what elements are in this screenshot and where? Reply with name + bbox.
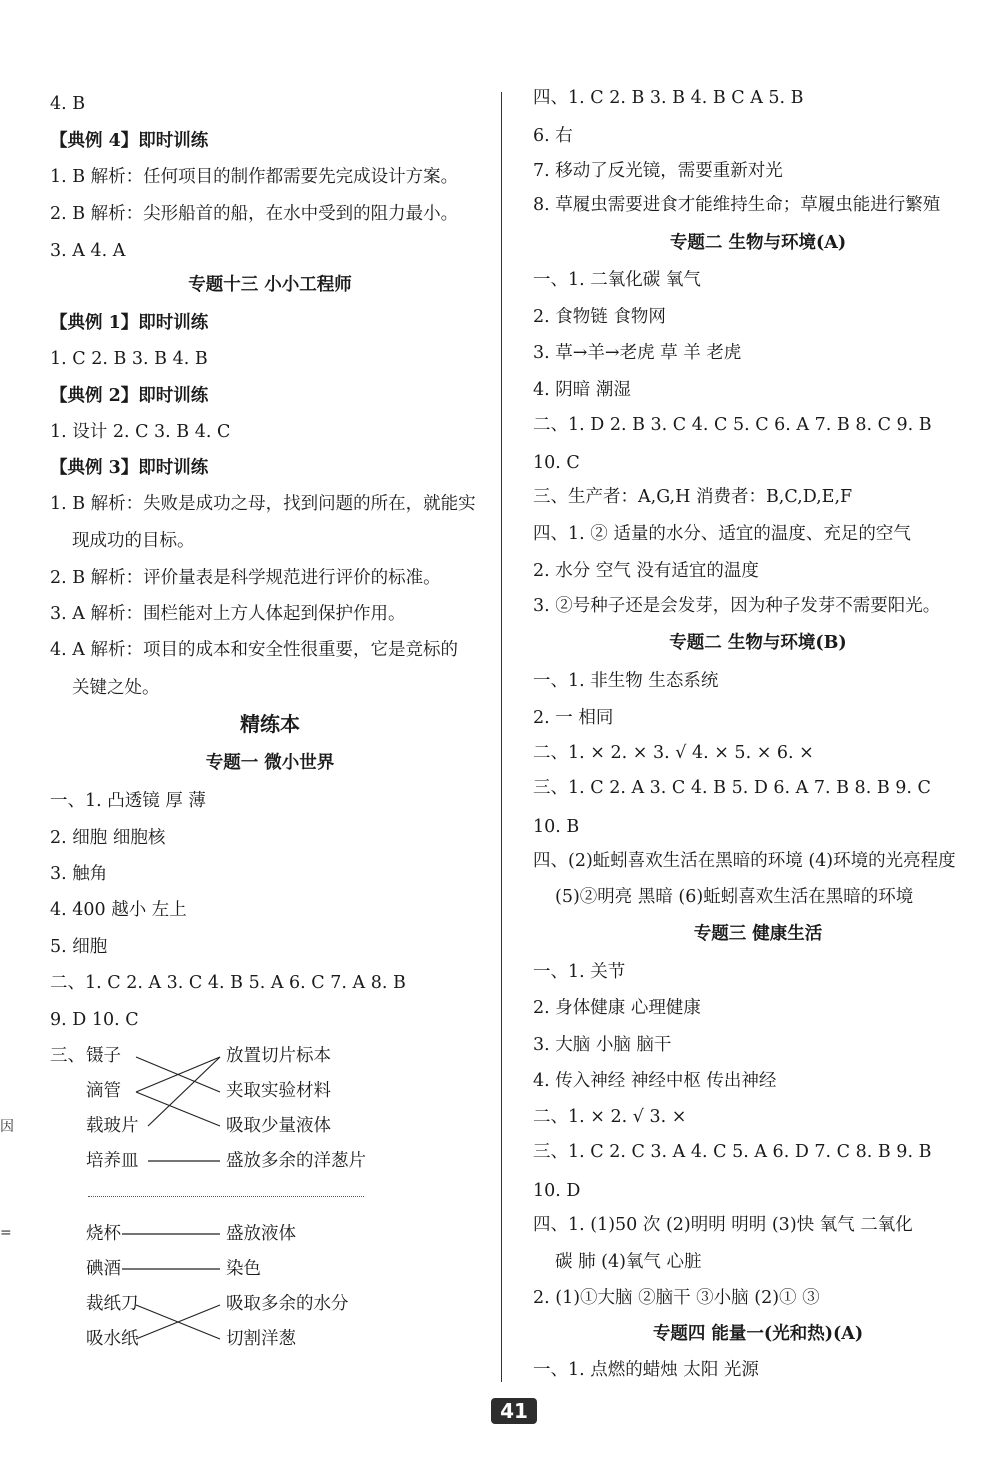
answer-line: 一、1. 二氧化碳 氧气	[533, 270, 701, 290]
answer-line: 关键之处。	[72, 678, 160, 698]
match-right-item: 盛放液体	[226, 1224, 296, 1244]
answer-line: 4. 传入神经 神经中枢 传出神经	[533, 1071, 777, 1091]
answer-line: 三、1. C 2. C 3. A 4. C 5. A 6. D 7. C 8. B 9. B	[533, 1142, 932, 1162]
section-heading: 专题二 生物与环境(A)	[669, 233, 847, 253]
answer-line: 4. B	[50, 94, 86, 114]
edge-glyph: 因	[0, 1119, 14, 1135]
match-right-item: 吸取多余的水分	[226, 1294, 349, 1314]
answer-line: 二、1. D 2. B 3. C 4. C 5. C 6. A 7. B 8. C 9. B	[533, 415, 932, 435]
match-left-item: 滴管	[86, 1081, 121, 1101]
answer-line: 四、(2)蚯蚓喜欢生活在黑暗的环境 (4)环境的光亮程度	[533, 851, 956, 871]
answer-line: 2. (1)①大脑 ②脑干 ③小脑 (2)① ③	[533, 1288, 820, 1308]
dotted-separator	[88, 1196, 364, 1197]
answer-line: 2. 一 相同	[533, 708, 614, 728]
section-heading: 专题三 健康生活	[693, 924, 823, 944]
answer-line: 四、1. ② 适量的水分、适宜的温度、充足的空气	[533, 524, 911, 544]
answer-line: 一、1. 非生物 生态系统	[533, 671, 719, 691]
answer-line: 三、1. C 2. A 3. C 4. B 5. D 6. A 7. B 8. B 9. C	[533, 778, 931, 798]
answer-line: 四、1. C 2. B 3. B 4. B C A 5. B	[533, 88, 804, 108]
section-heading: 专题二 生物与环境(B)	[669, 633, 847, 653]
matching-exercise-2	[86, 1222, 466, 1362]
answer-line: 【典例 4】即时训练	[50, 131, 209, 151]
answer-line: 6. 右	[533, 126, 573, 146]
answer-line: (5)②明亮 黑暗 (6)蚯蚓喜欢生活在黑暗的环境	[555, 887, 914, 907]
match-right-item: 切割洋葱	[226, 1329, 296, 1349]
section-heading-1: 专题一 微小世界	[205, 753, 335, 773]
match-right-item: 夹取实验材料	[226, 1081, 331, 1101]
answer-line: 3. A 4. A	[50, 241, 126, 261]
answer-line: 二、1. × 2. × 3. √ 4. × 5. × 6. ×	[533, 743, 814, 763]
answer-line: 现成功的目标。	[72, 531, 195, 551]
answer-line: 9. D 10. C	[50, 1010, 139, 1030]
match-left-item: 载玻片	[86, 1116, 139, 1136]
match-left-item: 培养皿	[86, 1151, 139, 1171]
match-prefix: 三、	[50, 1046, 85, 1066]
section-heading-13: 专题十三 小小工程师	[188, 275, 352, 295]
match-right-item: 吸取少量液体	[226, 1116, 331, 1136]
match-left-item: 裁纸刀	[86, 1294, 139, 1314]
match-right-item: 染色	[226, 1259, 261, 1279]
edge-glyph: =	[0, 1225, 12, 1241]
answer-line: 10. D	[533, 1181, 581, 1201]
answer-line: 【典例 1】即时训练	[50, 313, 209, 333]
column-divider	[501, 92, 502, 1382]
answer-line: 四、1. (1)50 次 (2)明明 明明 (3)快 氧气 二氧化	[533, 1215, 913, 1235]
answer-line: 4. 阴暗 潮湿	[533, 380, 631, 400]
answer-line: 3. 草→羊→老虎 草 羊 老虎	[533, 343, 742, 363]
answer-line: 4. 400 越小 左上	[50, 900, 187, 920]
matching-exercise-1	[86, 1044, 466, 1184]
match-right-item: 盛放多余的洋葱片	[226, 1151, 366, 1171]
answer-line: 2. 食物链 食物网	[533, 307, 666, 327]
answer-line: 2. 水分 空气 没有适宜的温度	[533, 561, 759, 581]
answer-line: 2. 细胞 细胞核	[50, 828, 166, 848]
answer-line: 5. 细胞	[50, 937, 108, 957]
answer-line: 2. B 解析：评价量表是科学规范进行评价的标准。	[50, 568, 441, 588]
answer-line: 2. B 解析：尖形船首的船，在水中受到的阻力最小。	[50, 204, 459, 224]
answer-line: 碳 肺 (4)氧气 心脏	[555, 1252, 702, 1272]
answer-line: 一、1. 凸透镜 厚 薄	[50, 791, 206, 811]
answer-line: 二、1. C 2. A 3. C 4. B 5. A 6. C 7. A 8. B	[50, 973, 406, 993]
answer-line: 8. 草履虫需要进食才能维持生命；草履虫能进行繁殖	[533, 195, 941, 215]
answer-line: 【典例 3】即时训练	[50, 458, 209, 478]
answer-line: 3. 触角	[50, 864, 108, 884]
match-left-item: 碘酒	[86, 1259, 121, 1279]
answer-line: 1. B 解析：任何项目的制作都需要先完成设计方案。	[50, 167, 459, 187]
match-left-item: 吸水纸	[86, 1329, 139, 1349]
match-left-item: 烧杯	[86, 1224, 121, 1244]
answer-line: 4. A 解析：项目的成本和安全性很重要，它是竞标的	[50, 640, 458, 660]
match-left-item: 镊子	[86, 1046, 121, 1066]
answer-line: 1. B 解析：失败是成功之母，找到问题的所在，就能实	[50, 494, 476, 514]
answer-line: 3. ②号种子还是会发芽，因为种子发芽不需要阳光。	[533, 596, 941, 616]
answer-line: 3. 大脑 小脑 脑干	[533, 1035, 672, 1055]
page-number: 41	[491, 1398, 537, 1424]
answer-line: 【典例 2】即时训练	[50, 386, 209, 406]
answer-line: 1. C 2. B 3. B 4. B	[50, 349, 208, 369]
answer-line: 3. A 解析：围栏能对上方人体起到保护作用。	[50, 604, 406, 624]
answer-line: 10. C	[533, 453, 580, 473]
answer-line: 三、生产者：A,G,H 消费者：B,C,D,E,F	[533, 487, 853, 507]
answer-line: 二、1. × 2. √ 3. ×	[533, 1107, 687, 1127]
answer-line: 10. B	[533, 817, 580, 837]
book-title: 精练本	[240, 712, 300, 736]
match-right-item: 放置切片标本	[226, 1046, 331, 1066]
answer-line: 一、1. 关节	[533, 962, 626, 982]
section-heading: 专题四 能量一(光和热)(A)	[652, 1324, 864, 1344]
answer-line: 7. 移动了反光镜，需要重新对光	[533, 161, 783, 181]
answer-line: 一、1. 点燃的蜡烛 太阳 光源	[533, 1360, 759, 1380]
answer-line: 1. 设计 2. C 3. B 4. C	[50, 422, 231, 442]
answer-line: 2. 身体健康 心理健康	[533, 998, 701, 1018]
